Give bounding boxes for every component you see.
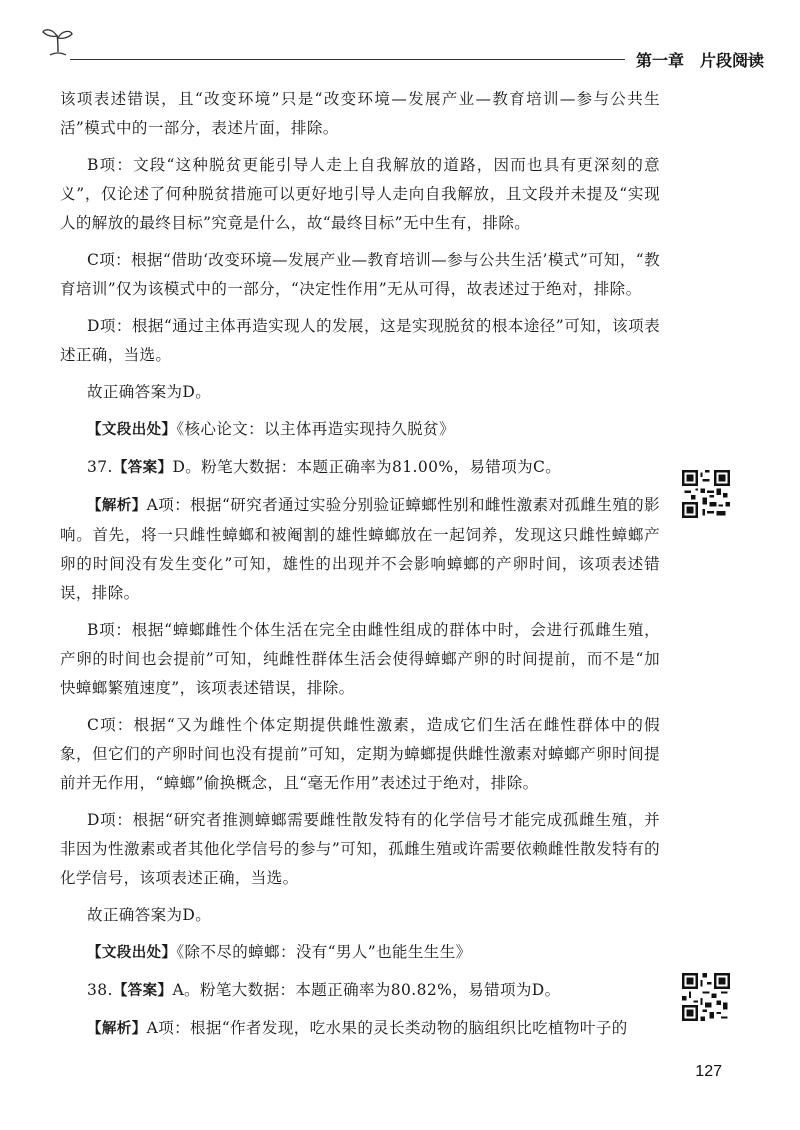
paragraph: C项：根据“借助‘改变环境—发展产业—教育培训—参与公共生活’模式”可知，“教育培训”仅为该模式中的一部分，“决定性作用”无从可得，故表述过于绝对，排除。 [60,251,660,298]
paragraph: B项：根据“蟑螂雌性个体生活在完全由雌性组成的群体中时，会进行孤雌生殖，产卵的时间也会提前”可知，纯雌性群体生活会使得蟑螂产卵的时间提前，而不是“加快蟑螂繁殖速度”，该项表述错误，排除。 [60,621,660,697]
source-tag: 【文段出处】 [87,945,177,961]
paragraph: B项：文段“这种脱贫更能引导人走上自我解放的道路，因而也具有更深刻的意义”，仅论述了何种脱贫措施可以更好地引导人走向自我解放，且文段并未提及“实现人的解放的最终目标”究竟是什么，故“最终目标”无中生有，排除。 [60,156,660,232]
page-body [60,85,660,1052]
answer-line: 故正确答案为D。 [87,906,212,924]
analysis-paragraph: 【解析】A项：根据“研究者通过实验分别验证蟑螂性别和雌性激素对孤雌生殖的影响。首先，将一只雌性蟑螂和被阉割的雄性蟑螂放在一起饲养，发现这只雌性蟑螂产卵的时间没有发生变化”可知，雄性的出现并不会影响蟑螂的产卵时间，该项表述错误，排除。 [60,496,660,602]
answer-line: 38.【答案】A。粉笔大数据：本题正确率为80.82%，易错项为D。 [87,981,561,999]
paragraph: 该项表述错误，且“改变环境”只是“改变环境—发展产业—教育培训—参与公共生活”模式中的一部分，表述片面，排除。 [60,90,660,137]
analysis-tag: 【解析】 [87,498,147,514]
sprout-icon [40,22,76,58]
page-number: 127 [695,1063,722,1080]
source-tag: 【文段出处】 [87,422,177,438]
chapter-title: 第一章 片段阅读 [632,48,768,71]
header-rule [70,59,625,60]
header-rule [740,59,760,60]
paragraph: D项：根据“研究者推测蟑螂需要雌性散发特有的化学信号才能完成孤雌生殖，并非因为性激素或者其他化学信号的参与”可知，孤雌生殖或许需要依赖雌性散发特有的化学信号，该项表述正确，当选。 [60,811,660,887]
analysis-paragraph: 【解析】A项：根据“作者发现，吃水果的灵长类动物的脑组织比吃植物叶子的 [87,1019,628,1037]
answer-line: 故正确答案为D。 [87,383,212,401]
paragraph: C项：根据“又为雌性个体定期提供雌性激素，造成它们生活在雌性群体中的假象，但它们的产卵时间也没有提前”可知，定期为蟑螂提供雌性激素对蟑螂产卵时间提前并无作用，“蟑螂”偷换概念，且“毫无作用”表述过于绝对，排除。 [60,716,660,792]
qr-code-icon[interactable] [682,470,730,518]
answer-tag: 【答案】 [112,983,173,999]
paragraph: D项：根据“通过主体再造实现人的发展，这是实现脱贫的根本途径”可知，该项表述正确，当选。 [60,317,660,364]
answer-tag: 【答案】 [112,460,173,476]
page-header [40,22,765,72]
analysis-tag: 【解析】 [87,1021,147,1037]
source-line: 【文段出处】《核心论文：以主体再造实现持久脱贫》 [87,420,455,438]
qr-code-icon[interactable] [682,973,730,1021]
answer-line: 37.【答案】D。粉笔大数据：本题正确率为81.00%，易错项为C。 [87,458,562,476]
source-line: 【文段出处】《除不尽的蟑螂：没有“男人”也能生生生》 [87,943,472,961]
